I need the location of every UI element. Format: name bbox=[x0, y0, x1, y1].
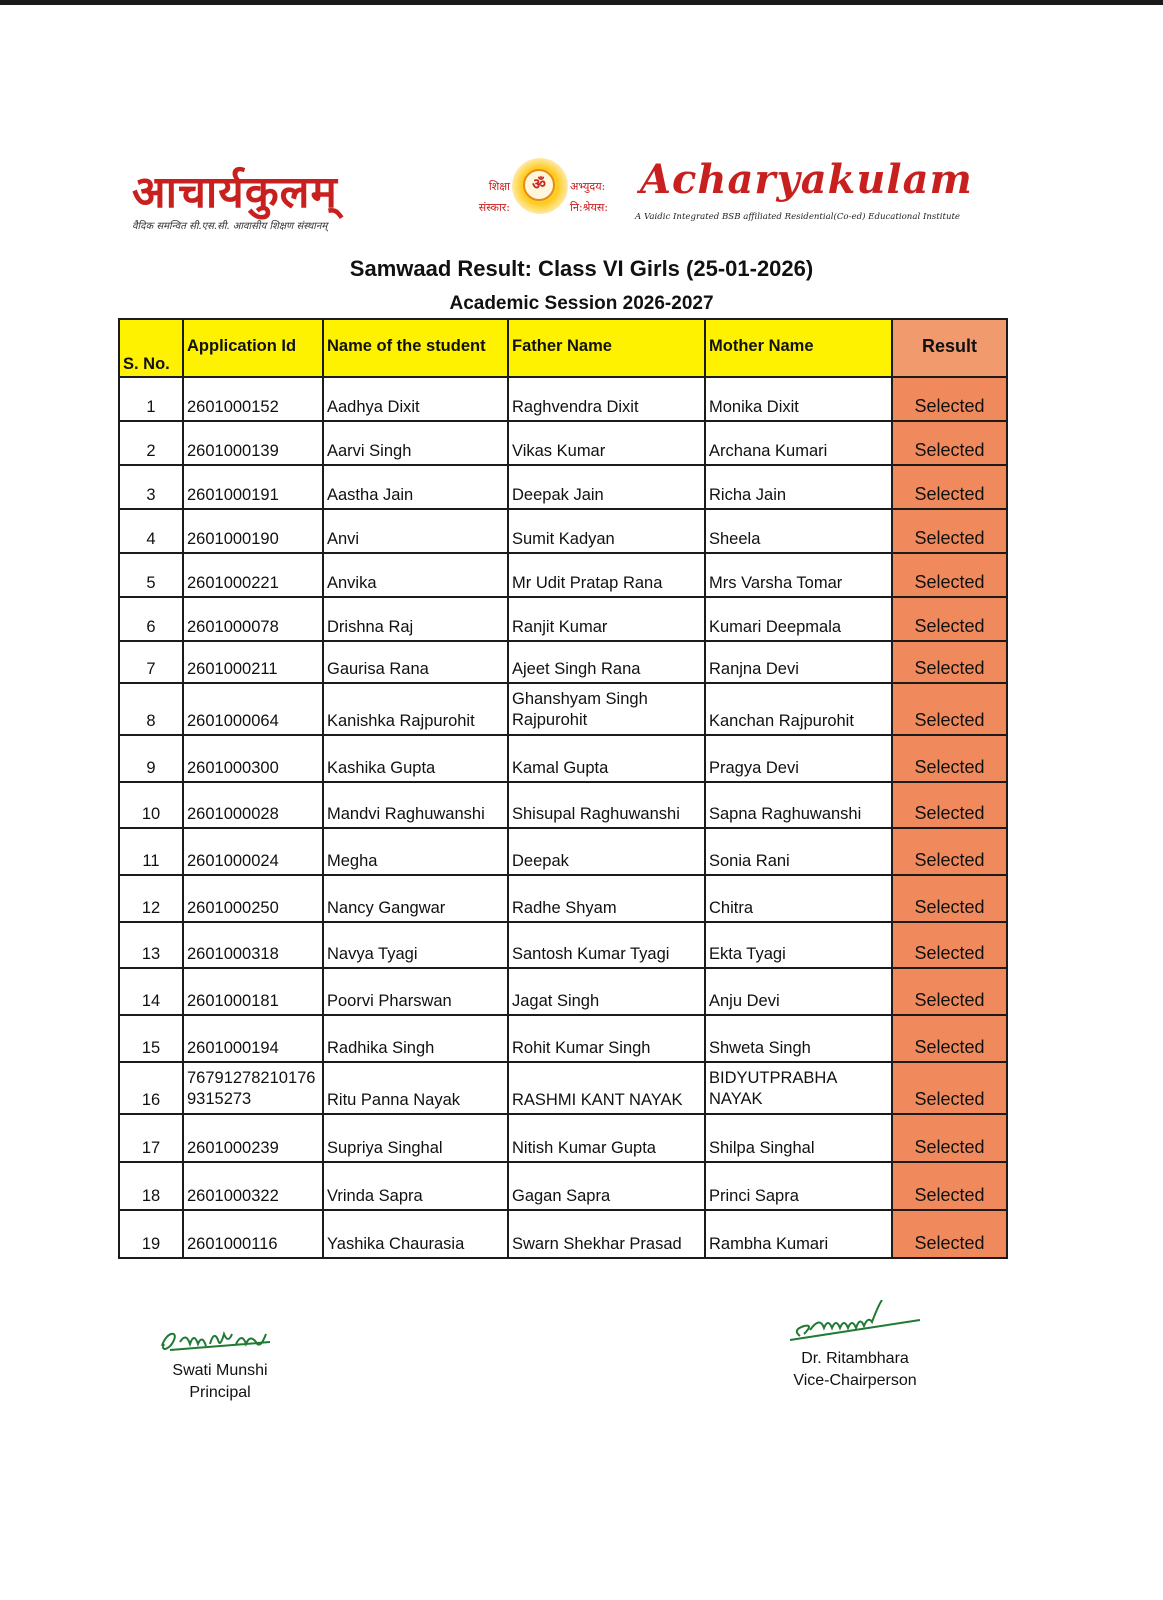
cell-application-id: 2601000239 bbox=[183, 1114, 323, 1162]
cell-mother-name: Shilpa Singhal bbox=[705, 1114, 892, 1162]
cell-sno: 8 bbox=[119, 683, 183, 735]
table-row bbox=[119, 597, 1007, 641]
cell-mother-name: Ranjna Devi bbox=[705, 641, 892, 683]
table-row bbox=[119, 553, 1007, 597]
cell-father-name: Rohit Kumar Singh bbox=[508, 1015, 705, 1062]
cell-result: Selected bbox=[892, 1114, 1007, 1162]
cell-student-name: Mandvi Raghuwanshi bbox=[323, 782, 508, 828]
table-row bbox=[119, 828, 1007, 875]
cell-application-id: 2601000190 bbox=[183, 509, 323, 553]
vice-chairperson-role: Vice-Chairperson bbox=[793, 1372, 917, 1389]
cell-student-name: Poorvi Pharswan bbox=[323, 968, 508, 1015]
cell-sno: 13 bbox=[119, 922, 183, 968]
cell-student-name: Yashika Chaurasia bbox=[323, 1210, 508, 1258]
vice-chairperson-signature-block bbox=[770, 1300, 940, 1392]
result-table bbox=[118, 318, 1008, 1259]
cell-sno: 5 bbox=[119, 553, 183, 597]
institute-letterhead bbox=[120, 150, 1000, 240]
cell-mother-name: Rambha Kumari bbox=[705, 1210, 892, 1258]
cell-father-name: Swarn Shekhar Prasad bbox=[508, 1210, 705, 1258]
om-symbol: ॐ bbox=[523, 169, 555, 201]
cell-result: Selected bbox=[892, 377, 1007, 421]
cell-application-id: 2601000064 bbox=[183, 683, 323, 735]
cell-application-id: 2601000116 bbox=[183, 1210, 323, 1258]
cell-mother-name: Shweta Singh bbox=[705, 1015, 892, 1062]
cell-result: Selected bbox=[892, 1015, 1007, 1062]
table-row bbox=[119, 922, 1007, 968]
table-row bbox=[119, 1210, 1007, 1258]
cell-result: Selected bbox=[892, 1062, 1007, 1114]
cell-mother-name: Archana Kumari bbox=[705, 421, 892, 465]
table-row bbox=[119, 421, 1007, 465]
cell-application-id: 2601000181 bbox=[183, 968, 323, 1015]
cell-sno: 9 bbox=[119, 735, 183, 782]
cell-student-name: Aadhya Dixit bbox=[323, 377, 508, 421]
cell-mother-name: Anju Devi bbox=[705, 968, 892, 1015]
cell-application-id: 2601000024 bbox=[183, 828, 323, 875]
table-row bbox=[119, 968, 1007, 1015]
institute-emblem-icon bbox=[512, 158, 568, 214]
motto-left bbox=[450, 176, 510, 218]
vice-chairperson-signature-icon bbox=[770, 1300, 940, 1344]
cell-sno: 16 bbox=[119, 1062, 183, 1114]
cell-result: Selected bbox=[892, 553, 1007, 597]
cell-result: Selected bbox=[892, 641, 1007, 683]
motto-right-line: नि:श्रेयस: bbox=[570, 201, 608, 214]
cell-student-name: Kashika Gupta bbox=[323, 735, 508, 782]
cell-sno: 11 bbox=[119, 828, 183, 875]
cell-student-name: Vrinda Sapra bbox=[323, 1162, 508, 1210]
page-title: Samwaad Result: Class VI Girls (25-01-2026) bbox=[349, 256, 814, 281]
header-mother-name: Mother Name bbox=[705, 319, 892, 377]
principal-signature-block bbox=[150, 1322, 290, 1404]
page-subtitle: Academic Session 2026-2027 bbox=[449, 293, 714, 314]
cell-result: Selected bbox=[892, 875, 1007, 922]
cell-mother-name: Sheela bbox=[705, 509, 892, 553]
motto-right-line: अभ्युदय: bbox=[570, 180, 606, 193]
header-sno: S. No. bbox=[119, 319, 183, 377]
cell-mother-name: Mrs Varsha Tomar bbox=[705, 553, 892, 597]
cell-student-name: Anvi bbox=[323, 509, 508, 553]
cell-mother-name: Kumari Deepmala bbox=[705, 597, 892, 641]
cell-sno: 6 bbox=[119, 597, 183, 641]
table-row bbox=[119, 509, 1007, 553]
cell-application-id: 2601000194 bbox=[183, 1015, 323, 1062]
table-row bbox=[119, 782, 1007, 828]
cell-result: Selected bbox=[892, 782, 1007, 828]
cell-student-name: Nancy Gangwar bbox=[323, 875, 508, 922]
cell-mother-name: Richa Jain bbox=[705, 465, 892, 509]
header-application-id: Application Id bbox=[183, 319, 323, 377]
english-tagline: A Vaidic Integrated BSB affiliated Residential(Co-ed) Educational Institute bbox=[635, 212, 961, 222]
cell-result: Selected bbox=[892, 922, 1007, 968]
cell-sno: 19 bbox=[119, 1210, 183, 1258]
english-logo-text: Acharyakulam bbox=[640, 156, 973, 203]
cell-result: Selected bbox=[892, 465, 1007, 509]
cell-result: Selected bbox=[892, 1162, 1007, 1210]
cell-father-name: Raghvendra Dixit bbox=[508, 377, 705, 421]
cell-student-name: Radhika Singh bbox=[323, 1015, 508, 1062]
cell-mother-name: Sapna Raghuwanshi bbox=[705, 782, 892, 828]
table-row bbox=[119, 1015, 1007, 1062]
cell-result: Selected bbox=[892, 735, 1007, 782]
motto-left-line: शिक्षा bbox=[488, 180, 510, 193]
cell-sno: 10 bbox=[119, 782, 183, 828]
cell-application-id: 2601000191 bbox=[183, 465, 323, 509]
cell-father-name: Nitish Kumar Gupta bbox=[508, 1114, 705, 1162]
cell-sno: 14 bbox=[119, 968, 183, 1015]
header-student-name: Name of the student bbox=[323, 319, 508, 377]
cell-student-name: Anvika bbox=[323, 553, 508, 597]
cell-sno: 4 bbox=[119, 509, 183, 553]
cell-application-id: 2601000322 bbox=[183, 1162, 323, 1210]
cell-father-name: Shisupal Raghuwanshi bbox=[508, 782, 705, 828]
cell-mother-name: Kanchan Rajpurohit bbox=[705, 683, 892, 735]
vice-chairperson-name: Dr. Ritambhara bbox=[801, 1350, 909, 1367]
cell-father-name: Kamal Gupta bbox=[508, 735, 705, 782]
cell-father-name: Ranjit Kumar bbox=[508, 597, 705, 641]
cell-sno: 18 bbox=[119, 1162, 183, 1210]
cell-father-name: Gagan Sapra bbox=[508, 1162, 705, 1210]
cell-result: Selected bbox=[892, 1210, 1007, 1258]
cell-application-id: 2601000318 bbox=[183, 922, 323, 968]
cell-student-name: Kanishka Rajpurohit bbox=[323, 683, 508, 735]
cell-father-name: Ghanshyam Singh Rajpurohit bbox=[508, 683, 705, 735]
cell-sno: 3 bbox=[119, 465, 183, 509]
cell-father-name: Santosh Kumar Tyagi bbox=[508, 922, 705, 968]
principal-name: Swati Munshi bbox=[172, 1362, 268, 1379]
cell-result: Selected bbox=[892, 828, 1007, 875]
cell-sno: 17 bbox=[119, 1114, 183, 1162]
cell-result: Selected bbox=[892, 683, 1007, 735]
cell-mother-name: Monika Dixit bbox=[705, 377, 892, 421]
cell-father-name: Vikas Kumar bbox=[508, 421, 705, 465]
cell-application-id: 2601000078 bbox=[183, 597, 323, 641]
cell-sno: 2 bbox=[119, 421, 183, 465]
table-row bbox=[119, 641, 1007, 683]
motto-right bbox=[570, 176, 630, 218]
cell-application-id: 2601000152 bbox=[183, 377, 323, 421]
cell-student-name: Supriya Singhal bbox=[323, 1114, 508, 1162]
table-row bbox=[119, 1062, 1007, 1114]
cell-father-name: Ajeet Singh Rana bbox=[508, 641, 705, 683]
motto-left-line: संस्कार: bbox=[478, 201, 510, 214]
cell-student-name: Aarvi Singh bbox=[323, 421, 508, 465]
cell-father-name: Deepak bbox=[508, 828, 705, 875]
cell-application-id: 2601000139 bbox=[183, 421, 323, 465]
table-row bbox=[119, 1162, 1007, 1210]
cell-result: Selected bbox=[892, 509, 1007, 553]
cell-mother-name: Princi Sapra bbox=[705, 1162, 892, 1210]
table-row bbox=[119, 735, 1007, 782]
cell-father-name: Deepak Jain bbox=[508, 465, 705, 509]
cell-application-id: 2601000211 bbox=[183, 641, 323, 683]
principal-role: Principal bbox=[189, 1384, 251, 1401]
cell-application-id: 2601000250 bbox=[183, 875, 323, 922]
cell-father-name: Jagat Singh bbox=[508, 968, 705, 1015]
cell-student-name: Drishna Raj bbox=[323, 597, 508, 641]
table-row bbox=[119, 1114, 1007, 1162]
cell-mother-name: Sonia Rani bbox=[705, 828, 892, 875]
cell-student-name: Ritu Panna Nayak bbox=[323, 1062, 508, 1114]
cell-student-name: Navya Tyagi bbox=[323, 922, 508, 968]
cell-father-name: Sumit Kadyan bbox=[508, 509, 705, 553]
cell-mother-name: Pragya Devi bbox=[705, 735, 892, 782]
table-row bbox=[119, 465, 1007, 509]
cell-sno: 12 bbox=[119, 875, 183, 922]
cell-application-id: 2601000221 bbox=[183, 553, 323, 597]
hindi-logo-text: आचार्यकुलम् bbox=[132, 167, 338, 218]
principal-signature-icon bbox=[150, 1322, 290, 1356]
header-result: Result bbox=[892, 319, 1007, 377]
table-row bbox=[119, 377, 1007, 421]
cell-student-name: Gaurisa Rana bbox=[323, 641, 508, 683]
cell-sno: 7 bbox=[119, 641, 183, 683]
cell-student-name: Megha bbox=[323, 828, 508, 875]
scan-top-edge bbox=[0, 0, 1163, 5]
cell-mother-name: Ekta Tyagi bbox=[705, 922, 892, 968]
cell-application-id: 767912782101769315273 bbox=[183, 1062, 323, 1114]
cell-mother-name: Chitra bbox=[705, 875, 892, 922]
cell-result: Selected bbox=[892, 968, 1007, 1015]
cell-father-name: Radhe Shyam bbox=[508, 875, 705, 922]
cell-result: Selected bbox=[892, 421, 1007, 465]
header-father-name: Father Name bbox=[508, 319, 705, 377]
cell-father-name: Mr Udit Pratap Rana bbox=[508, 553, 705, 597]
hindi-tagline: वैदिक समन्वित सी.एस.सी. आवासीय शिक्षण संस्थानम् bbox=[132, 221, 328, 232]
cell-father-name: RASHMI KANT NAYAK bbox=[508, 1062, 705, 1114]
cell-application-id: 2601000300 bbox=[183, 735, 323, 782]
table-row bbox=[119, 875, 1007, 922]
cell-sno: 1 bbox=[119, 377, 183, 421]
cell-result: Selected bbox=[892, 597, 1007, 641]
cell-mother-name: BIDYUTPRABHA NAYAK bbox=[705, 1062, 892, 1114]
cell-student-name: Aastha Jain bbox=[323, 465, 508, 509]
cell-application-id: 2601000028 bbox=[183, 782, 323, 828]
table-header-row bbox=[119, 319, 1007, 377]
table-row bbox=[119, 683, 1007, 735]
cell-sno: 15 bbox=[119, 1015, 183, 1062]
